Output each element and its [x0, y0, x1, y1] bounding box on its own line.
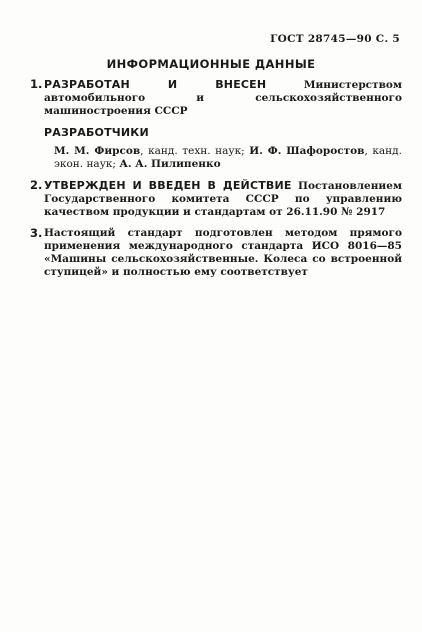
developer-degree: , канд. экон. наук;	[54, 145, 402, 170]
item-lead: РАЗРАБОТАН И ВНЕСЕН	[44, 78, 267, 91]
developer-degree: , канд. техн. наук;	[140, 145, 250, 157]
item-text: Постановлением Государственного комитета СССР по управлению качеством продукции и стандартам от 26.11.90 № 2917	[44, 180, 402, 218]
item-number: 3.	[30, 226, 43, 240]
item-lead: УТВЕРЖДЕН И ВВЕДЕН В ДЕЙСТВИЕ	[44, 179, 292, 192]
item-text: Настоящий стандарт подготовлен методом прямого применения международного стандарта ИСО 8016—85 «Машины сельскохозяйственные. Колеса со встроенной ступицей» и полностью ему соответствует	[44, 227, 402, 278]
page-title: ИНФОРМАЦИОННЫЕ ДАННЫЕ	[106, 57, 316, 71]
item-body	[44, 78, 402, 118]
developer-name: М. М. Фирсов	[54, 145, 141, 157]
info-item-2	[30, 179, 402, 219]
info-item-1	[30, 78, 402, 118]
standard-reference: ГОСТ 28745—90 С. 5	[270, 33, 400, 45]
developers-heading: РАЗРАБОТЧИКИ	[44, 126, 149, 139]
item-number: 2.	[30, 178, 43, 192]
developer-name: И. Ф. Шафоростов	[249, 145, 365, 157]
developer-name: А. А. Пилипенко	[119, 158, 221, 170]
info-item-3	[30, 227, 402, 279]
developers-list	[54, 145, 402, 171]
item-text: Министерством автомобильного и сельскохозяйственного машиностроения СССР	[44, 79, 402, 117]
info-content	[30, 78, 402, 287]
item-number: 1.	[30, 77, 43, 91]
item-body	[44, 179, 402, 219]
item-body	[44, 227, 402, 279]
